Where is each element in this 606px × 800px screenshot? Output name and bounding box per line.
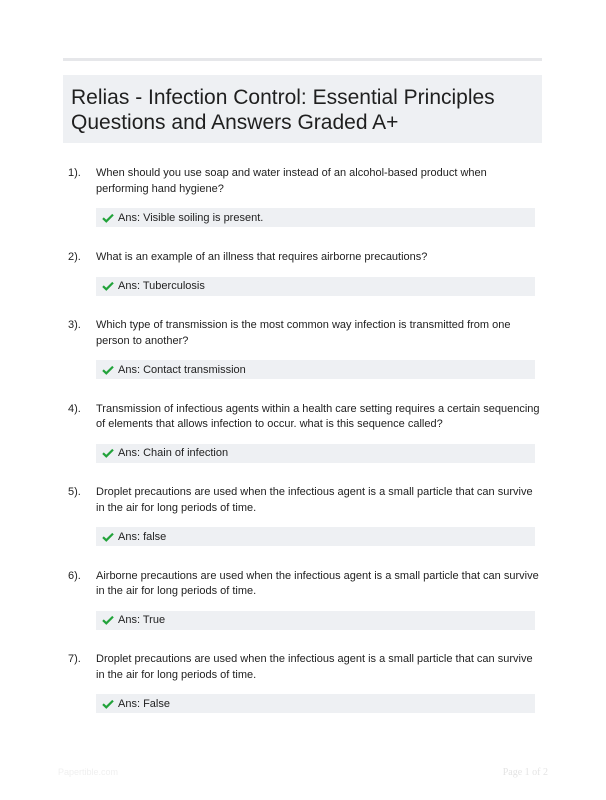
title-banner <box>63 75 542 143</box>
question-number: 7). <box>68 653 81 665</box>
top-divider <box>63 58 542 61</box>
question-item <box>68 652 538 736</box>
question-number: 1). <box>68 167 81 179</box>
check-icon <box>102 615 114 625</box>
answer-box <box>96 208 535 227</box>
page-number: Page 1 of 2 <box>502 767 548 778</box>
question-text: Airborne precautions are used when the infectious agent is a small particle that can survive in the air for long periods of time. <box>96 569 539 597</box>
question-item <box>68 402 538 486</box>
question-text: What is an example of an illness that requires airborne precautions? <box>96 250 428 263</box>
question-text: Transmission of infectious agents within a health care setting requires a certain sequencing of elements that allows infection to occur. what is this sequence called? <box>96 402 540 430</box>
answer-text: Ans: True <box>118 614 166 626</box>
question-number: 5). <box>68 486 81 498</box>
answer-text: Ans: Contact transmission <box>118 363 246 376</box>
answer-box <box>96 527 535 546</box>
footer-watermark: Papertible.com <box>58 767 119 777</box>
check-icon <box>102 448 114 458</box>
answer-text: Ans: false <box>118 530 167 543</box>
question-text: Which type of transmission is the most common way infection is transmitted from one person to another? <box>96 319 511 347</box>
question-item <box>68 485 538 569</box>
check-icon <box>102 699 114 709</box>
answer-box <box>96 444 535 463</box>
question-list <box>68 166 538 736</box>
page-title: Relias - Infection Control: Essential Principles Questions and Answers Graded A+ <box>71 86 495 134</box>
answer-box <box>96 611 535 630</box>
question-number: 4). <box>68 402 81 415</box>
question-text: Droplet precautions are used when the infectious agent is a small particle that can survive in the air for long periods of time. <box>96 486 533 514</box>
question-number: 2). <box>68 250 81 263</box>
answer-text: Ans: Tuberculosis <box>118 280 205 292</box>
question-number: 3). <box>68 319 81 331</box>
question-number: 6). <box>68 569 81 582</box>
answer-box <box>96 277 535 296</box>
check-icon <box>102 365 114 375</box>
answer-text: Ans: Visible soiling is present. <box>118 211 264 224</box>
answer-box <box>96 360 535 379</box>
answer-box <box>96 694 535 713</box>
question-text: Droplet precautions are used when the infectious agent is a small particle that can survive in the air for long periods of time. <box>96 653 533 681</box>
question-item <box>68 166 538 250</box>
check-icon <box>102 213 114 223</box>
question-item <box>68 569 538 653</box>
answer-text: Ans: False <box>118 697 170 710</box>
check-icon <box>102 281 114 291</box>
question-item <box>68 318 538 402</box>
check-icon <box>102 532 114 542</box>
question-text: When should you use soap and water instead of an alcohol-based product when performing hand hygiene? <box>96 167 487 195</box>
answer-text: Ans: Chain of infection <box>118 447 229 459</box>
